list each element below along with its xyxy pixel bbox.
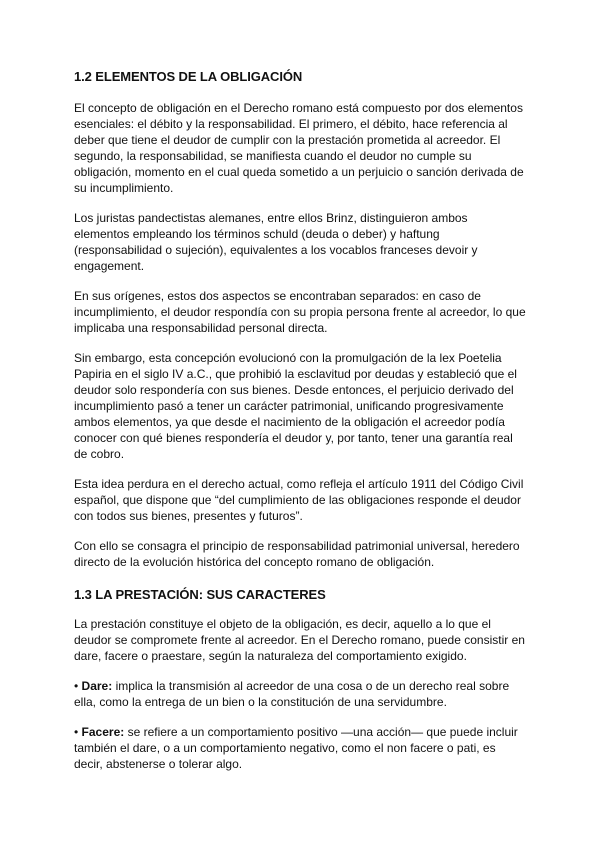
bullet-term-dare: Dare: [81,679,113,693]
paragraph-origins: En sus orígenes, estos dos aspectos se encontraban separados: en caso de incumplimiento, el deudor respondía con su propia persona frente al acreedor, lo que implicaba una responsabilidad personal directa. [74,289,526,335]
paragraph-prestacion-intro: La prestación constituye el objeto de la obligación, es decir, aquello a lo que el deudor se compromete frente al acreedor. En el Derecho romano, puede consistir en dare, facere o praestare, según la naturaleza del comportamiento exigido. [74,617,525,663]
paragraph-pandectists: Los juristas pandectistas alemanes, entre ellos Brinz, distinguieron ambos elementos empleando los términos schuld (deuda o deber) y haftung (responsabilidad o sujeción), equivalentes a los vocablos franceses devoir y engagement. [74,211,478,273]
bullet-marker: • [74,725,79,739]
bullet-item-dare [74,678,526,710]
section-heading-1-2: 1.2 ELEMENTOS DE LA OBLIGACIÓN [74,69,303,84]
paragraph-lex-poetelia: Sin embargo, esta concepción evolucionó con la promulgación de la lex Poetelia Papiria en el siglo IV a.C., que prohibió la esclavitud por deudas y estableció que el deudor solo respondería con sus bienes. Desde entonces, el perjuicio derivado del incumplimiento pasó a tener un carácter patrimonial, unificando progresivamente ambos elementos, ya que desde el nacimiento de la obligación el acreedor podía conocer con qué bienes respondería el deudor y, por tanto, tener una garantía real de cobro. [74,351,517,461]
bullet-text-facere: se refiere a un comportamiento positivo —una acción— que puede incluir también el dare, o a un comportamiento negativo, como el non facere o pati, es decir, abstenerse o tolerar algo. [74,725,518,771]
paragraph-obligation-concept: El concepto de obligación en el Derecho romano está compuesto por dos elementos esenciales: el débito y la responsabilidad. El primero, el débito, hace referencia al deber que tiene el deudor de cumplir con la prestación prometida al acreedor. El segundo, la responsabilidad, se manifiesta cuando el deudor no cumple su obligación, momento en el cual queda sometido a un perjuicio o sanción derivada de su incumplimiento. [74,101,524,195]
bullet-text-dare: implica la transmisión al acreedor de una cosa o de un derecho real sobre ella, como la entrega de un bien o la constitución de una servidumbre. [74,679,510,709]
paragraph-universal-liability: Con ello se consagra el principio de responsabilidad patrimonial universal, heredero directo de la evolución histórica del concepto romano de obligación. [74,539,520,569]
paragraph-codigo-civil: Esta idea perdura en el derecho actual, como refleja el artículo 1911 del Código Civil español, que dispone que “del cumplimiento de las obligaciones responde el deudor con todos sus bienes, presentes y futuros”. [74,477,524,523]
bullet-item-facere [74,724,526,772]
document-page [74,68,526,786]
section-heading-1-3: 1.3 LA PRESTACIÓN: SUS CARACTERES [74,587,326,602]
bullet-term-facere: Facere: [81,725,125,739]
bullet-marker: • [74,679,79,693]
